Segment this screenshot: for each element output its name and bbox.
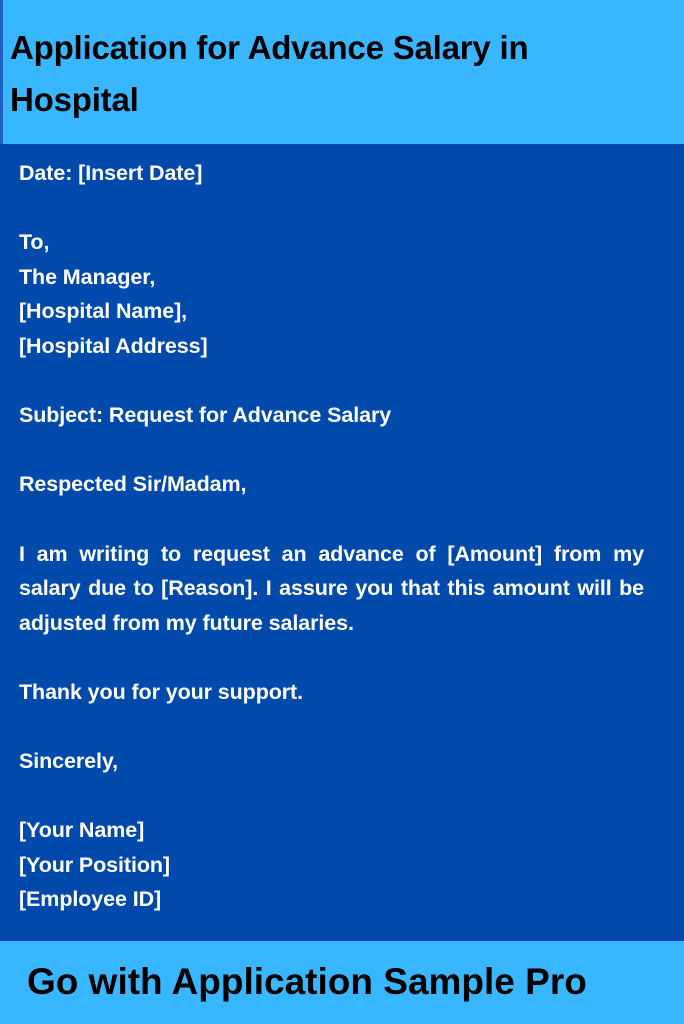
letter-to: To,	[19, 230, 50, 255]
letter-date: Date: [Insert Date]	[19, 161, 203, 185]
blank-line	[19, 640, 644, 675]
page-title: Application for Advance Salary in Hospital	[10, 29, 529, 118]
letter-closing: Sincerely,	[19, 749, 118, 774]
your-position: [Your Position]	[19, 852, 170, 877]
blank-line	[19, 710, 644, 745]
title-banner	[0, 0, 684, 144]
letter-subject: Subject: Request for Advance Salary	[19, 403, 392, 428]
blank-line	[19, 502, 644, 537]
footer-banner	[0, 941, 684, 1024]
employee-id: [Employee ID]	[19, 887, 162, 912]
hospital-address: [Hospital Address]	[19, 333, 208, 358]
letter-salutation: Respected Sir/Madam,	[19, 472, 247, 497]
hospital-name: [Hospital Name],	[19, 299, 188, 324]
blank-line	[19, 364, 644, 399]
letter-recipient: The Manager,	[19, 264, 156, 289]
letter-body-paragraph: I am writing to request an advance of [Amount] from my salary due to [Reason]. I assure you that this amount will be adjusted from my future salaries.	[19, 541, 644, 635]
your-name: [Your Name]	[19, 818, 145, 843]
blank-line	[19, 779, 644, 814]
blank-line	[19, 191, 644, 226]
letter-thanks: Thank you for your support.	[19, 679, 303, 704]
blank-line	[19, 433, 644, 468]
footer-brand-text: Go with Application Sample Pro	[27, 961, 587, 1002]
application-letter	[19, 156, 644, 917]
